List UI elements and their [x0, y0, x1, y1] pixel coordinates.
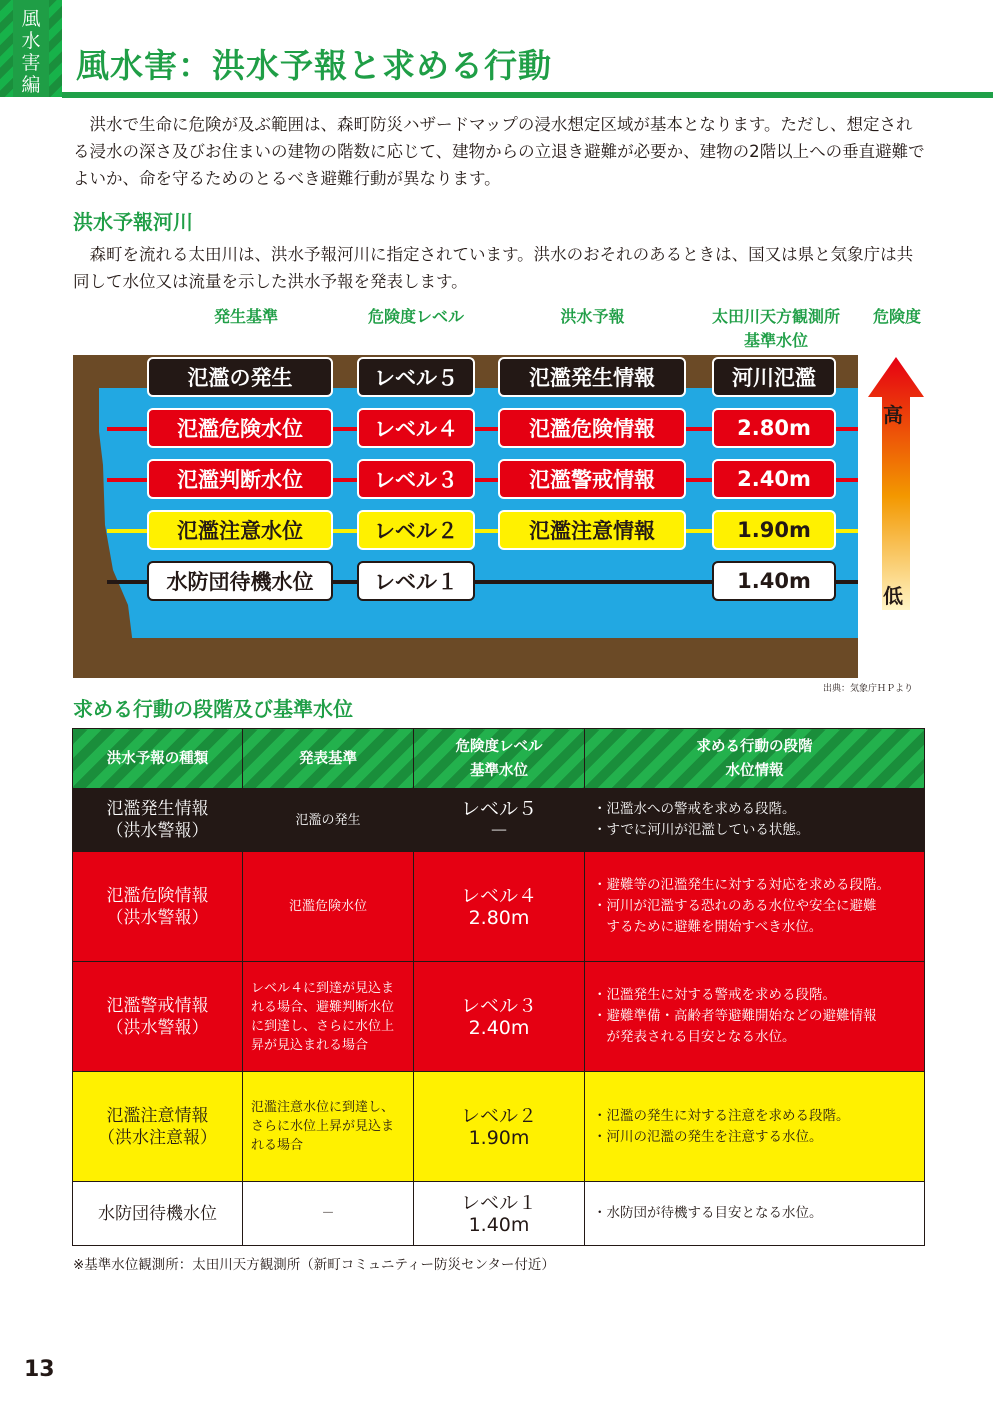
table-row: [73, 852, 925, 962]
cell-criteria: 氾濫の発生: [243, 789, 414, 852]
th-level-line2: 基準水位: [470, 762, 528, 779]
action-line: ・避難準備・高齢者等避難開始などの避難情報: [593, 1008, 877, 1024]
col-head-level: 危険度レベル: [367, 307, 464, 326]
diagram-forecast-5: 氾濫発生情報: [498, 357, 686, 397]
diagram-station-5: 河川氾濫: [712, 357, 836, 397]
cell-type-line2: （洪水警報）: [106, 907, 209, 928]
th-action-line1: 求める行動の段階: [696, 738, 813, 755]
cell-type: [73, 1072, 243, 1182]
river-bank: [73, 355, 133, 645]
title-underline: [62, 92, 993, 98]
cell-level-name: レベル４: [460, 884, 537, 907]
diagram-criteria-2: 氾濫注意水位: [147, 510, 333, 550]
action-line: ・氾濫発生に対する警戒を求める段階。: [593, 987, 836, 1003]
diagram-level-5: レベル５: [357, 357, 475, 397]
diagram-station-2: 1.90m: [712, 510, 836, 550]
danger-arrow-icon: [866, 357, 926, 610]
page-number: 13: [24, 1357, 55, 1382]
cell-level-value: 2.40m: [468, 1016, 530, 1039]
table-row: [73, 1072, 925, 1182]
diagram-station-3: 2.40m: [712, 459, 836, 499]
cell-level: [414, 852, 585, 962]
th-level-line1: 危険度レベル: [455, 738, 543, 755]
col-head-forecast: 洪水予報: [560, 307, 625, 326]
forecast-rivers-paragraph: 森町を流れる太田川は、洪水予報河川に指定されています。洪水のおそれのあるときは、国又は県と気象庁は共同して水位又は流量を示した洪水予報を発表します。: [73, 245, 914, 291]
th-action-line2: 水位情報: [725, 762, 784, 779]
cell-actions: [585, 962, 925, 1072]
footnote: ※基準水位観測所：太田川天方観測所（新町コミュニティー防災センター付近）: [73, 1257, 555, 1273]
cell-type-line1: 水防団待機水位: [98, 1203, 217, 1224]
col-head-station-line2: 基準水位: [743, 331, 808, 350]
cell-level-value: 1.40m: [468, 1213, 530, 1236]
action-levels-table: [72, 728, 925, 1246]
diagram-criteria-5: 氾濫の発生: [147, 357, 333, 397]
diagram-forecast-4: 氾濫危険情報: [498, 408, 686, 448]
section-tab: [0, 0, 62, 97]
action-line: ・氾濫水への警戒を求める段階。: [593, 801, 796, 817]
cell-level-name: レベル２: [460, 1104, 537, 1127]
cell-actions: [585, 1072, 925, 1182]
action-line: ・氾濫の発生に対する注意を求める段階。: [593, 1107, 850, 1124]
cell-level-name: レベル５: [460, 798, 537, 820]
th-criteria: 発表基準: [243, 729, 414, 789]
table-row: [73, 962, 925, 1072]
cell-level: [414, 1072, 585, 1182]
cell-type: [73, 962, 243, 1072]
cell-criteria: 氾濫危険水位: [243, 852, 414, 962]
table-row: [73, 1182, 925, 1246]
danger-arrow: [866, 357, 926, 610]
diagram-criteria-1: 水防団待機水位: [147, 561, 333, 601]
cell-type-line1: 氾濫危険情報: [106, 885, 209, 906]
diagram-station-1: 1.40m: [712, 561, 836, 601]
diagram-forecast-3: 氾濫警戒情報: [498, 459, 686, 499]
cell-level: [414, 962, 585, 1072]
intro-paragraph: 洪水で生命に危険が及ぶ範囲は、森町防災ハザードマップの浸水想定区域が基本となります。ただし、想定される浸水の深さ及びお住まいの建物の階数に応じて、建物からの立退き避難が必要か、建物の2階以上への垂直避難でよいか、命を守るためのとるべき避難行動が異なります。: [73, 115, 925, 188]
action-line: するために避難を開始すべき水位。: [593, 919, 823, 935]
diagram-source: 出典：気象庁ＨＰより: [823, 684, 914, 694]
cell-level-name: レベル３: [460, 994, 537, 1017]
action-line: ・避難等の氾濫発生に対する対応を求める段階。: [593, 877, 890, 893]
diagram-level-1: レベル１: [357, 561, 475, 601]
cell-type-line2: （洪水警報）: [106, 821, 209, 841]
cell-type: [73, 852, 243, 962]
th-type: 洪水予報の種類: [73, 729, 243, 789]
cell-criteria: 氾濫注意水位に到達し、さらに水位上昇が見込まれる場合: [243, 1072, 414, 1182]
page-title: 風水害：洪水予報と求める行動: [76, 46, 552, 85]
diagram-forecast-2: 氾濫注意情報: [498, 510, 686, 550]
table-header-row: [73, 729, 925, 789]
danger-high-label: 高: [883, 403, 903, 427]
cell-actions: [585, 789, 925, 852]
cell-actions: [585, 852, 925, 962]
diagram-criteria-3: 氾濫判断水位: [147, 459, 333, 499]
action-line: ・河川が氾濫する恐れのある水位や安全に避難: [593, 898, 877, 914]
diagram-level-4: レベル４: [357, 408, 475, 448]
diagram-level-3: レベル３: [357, 459, 475, 499]
col-head-station: [696, 305, 856, 353]
action-line: ・水防団が待機する目安となる水位。: [593, 1205, 823, 1221]
danger-low-label: 低: [883, 584, 903, 608]
cell-type: [73, 789, 243, 852]
section-heading-actions: 求める行動の段階及び基準水位: [73, 697, 353, 721]
cell-level-value: －: [489, 820, 509, 842]
cell-type-line1: 氾濫発生情報: [106, 799, 209, 819]
diagram-station-4: 2.80m: [712, 408, 836, 448]
section-tab-label: 風水害編: [21, 8, 41, 96]
th-action: [585, 729, 925, 789]
action-line: が発表される目安となる水位。: [593, 1029, 796, 1045]
cell-type: [73, 1182, 243, 1246]
cell-criteria: レベル４に到達が見込まれる場合、避難判断水位に到達し、さらに水位上昇が見込まれる場合: [243, 962, 414, 1072]
diagram-criteria-4: 氾濫危険水位: [147, 408, 333, 448]
table-row: [73, 789, 925, 852]
diagram-level-2: レベル２: [357, 510, 475, 550]
col-head-danger: 危険度: [872, 307, 921, 326]
col-head-criteria: 発生基準: [213, 307, 278, 326]
cell-level-value: 1.90m: [468, 1126, 530, 1149]
cell-criteria: －: [243, 1182, 414, 1246]
cell-type-line2: （洪水警報）: [106, 1017, 209, 1038]
cell-actions: [585, 1182, 925, 1246]
cell-level: [414, 789, 585, 852]
cell-type-line2: （洪水注意報）: [98, 1127, 217, 1148]
cell-level-name: レベル１: [460, 1191, 537, 1214]
cell-type-line1: 氾濫警戒情報: [106, 995, 209, 1016]
cell-level: [414, 1182, 585, 1246]
cell-level-value: 2.80m: [468, 906, 530, 929]
col-head-station-line1: 太田川天方観測所: [711, 307, 840, 326]
action-line: ・すでに河川が氾濫している状態。: [593, 822, 810, 838]
section-heading-forecast-rivers: 洪水予報河川: [73, 210, 193, 234]
action-line: ・河川の氾濫の発生を注意する水位。: [593, 1128, 823, 1145]
th-level: [414, 729, 585, 789]
cell-type-line1: 氾濫注意情報: [106, 1105, 209, 1126]
